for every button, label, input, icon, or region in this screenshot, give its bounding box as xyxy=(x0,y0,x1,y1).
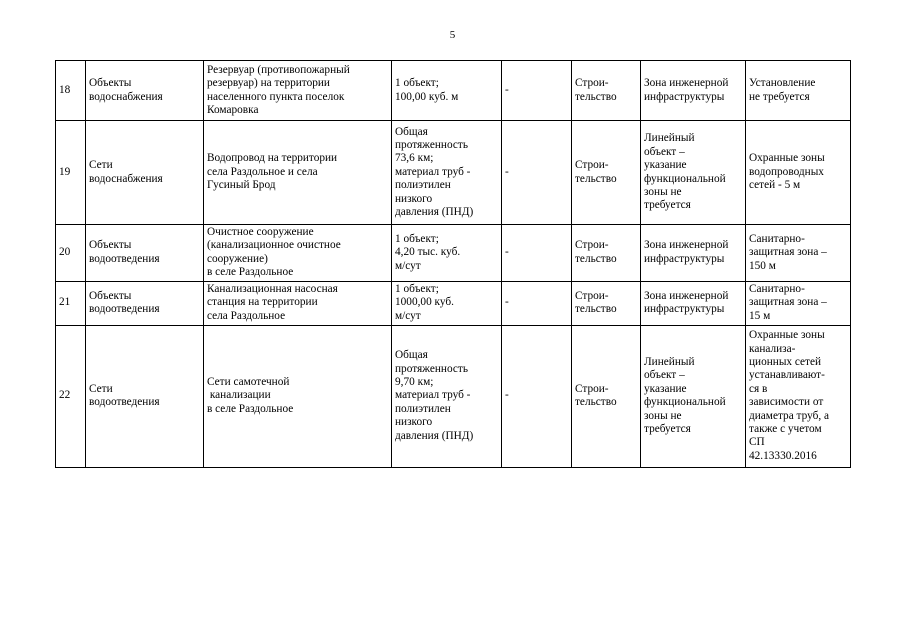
cell-parameters-line: полиэтилен xyxy=(395,402,451,415)
cell-stage xyxy=(572,225,641,282)
cell-object-type xyxy=(86,325,204,467)
cell-object-name-line: Гусиный Брод xyxy=(207,179,276,192)
cell-parameters-line: давления (ПНД) xyxy=(395,206,474,219)
cell-object-name-line: станция на территории xyxy=(207,296,318,309)
cell-protection-zone xyxy=(746,225,851,282)
cell-object-name-line: Очистное сооружение xyxy=(207,226,314,238)
cell-parameters-line: 1 объект; xyxy=(395,283,439,296)
cell-parameters-line: 4,20 тыс. куб. xyxy=(395,246,461,259)
cell-functional-zone-line: функциональной xyxy=(644,172,726,185)
cell-object-name-line: канализации xyxy=(207,389,271,402)
cell-dash: - xyxy=(502,281,572,325)
cell-functional-zone xyxy=(641,325,746,467)
cell-stage-line: Строи- xyxy=(575,159,609,172)
table-row xyxy=(56,281,851,325)
cell-parameters-line: протяженность xyxy=(395,138,468,151)
cell-protection-zone-line: диаметра труб, а xyxy=(749,409,830,422)
cell-protection-zone-line: защитная зона – xyxy=(749,296,827,309)
cell-functional-zone-line: инфраструктуры xyxy=(644,303,725,316)
table-row xyxy=(56,61,851,121)
cell-number: 22 xyxy=(56,325,86,467)
cell-object-name xyxy=(204,121,392,225)
cell-object-type-line: Объекты xyxy=(89,239,132,252)
table-row xyxy=(56,325,851,467)
cell-object-type-line: водоотведения xyxy=(89,396,160,409)
cell-parameters-line: м/сут xyxy=(395,309,421,322)
cell-object-type xyxy=(86,121,204,225)
table-body xyxy=(56,61,851,468)
cell-object-name xyxy=(204,325,392,467)
cell-protection-zone-line: Установление xyxy=(749,77,816,90)
cell-functional-zone-line: указание xyxy=(644,382,687,395)
cell-functional-zone-line: функциональной xyxy=(644,396,726,409)
cell-functional-zone-line: требуется xyxy=(644,199,691,212)
cell-parameters-line: м/сут xyxy=(395,259,421,272)
cell-object-name-line: села Раздольное xyxy=(207,309,286,322)
cell-object-type xyxy=(86,61,204,121)
cell-object-type xyxy=(86,225,204,282)
cell-object-name-line: Водопровод на территории xyxy=(207,152,338,165)
cell-parameters-line: 1000,00 куб. xyxy=(395,296,454,309)
cell-functional-zone-line: требуется xyxy=(644,422,691,435)
cell-object-type-line: водоснабжения xyxy=(89,172,163,185)
page-number: 5 xyxy=(449,29,456,41)
cell-parameters-line: 100,00 куб. м xyxy=(395,90,459,103)
cell-functional-zone-line: Зона инженерной xyxy=(644,289,729,302)
objects-table xyxy=(55,60,851,468)
cell-object-name-line: Резервуар (противопожарный xyxy=(207,63,350,76)
cell-parameters-line: 1 объект; xyxy=(395,77,439,90)
cell-parameters-line: 73,6 км; xyxy=(395,152,434,165)
cell-functional-zone xyxy=(641,121,746,225)
cell-parameters xyxy=(392,281,502,325)
cell-functional-zone xyxy=(641,225,746,282)
table-row xyxy=(56,121,851,225)
cell-protection-zone-line: устанавливают- xyxy=(749,369,825,382)
cell-object-type xyxy=(86,281,204,325)
cell-number: 18 xyxy=(56,61,86,121)
cell-dash: - xyxy=(502,121,572,225)
cell-functional-zone-line: Зона инженерной xyxy=(644,239,729,252)
cell-protection-zone-line: сетей - 5 м xyxy=(749,179,801,192)
cell-functional-zone-line: инфраструктуры xyxy=(644,90,725,103)
cell-protection-zone-line: 15 м xyxy=(749,309,771,322)
cell-protection-zone-line: не требуется xyxy=(749,90,810,103)
cell-number: 21 xyxy=(56,281,86,325)
cell-parameters-line: низкого xyxy=(395,416,433,429)
cell-protection-zone-line: ционных сетей xyxy=(749,355,822,368)
cell-protection-zone-line: водопроводных xyxy=(749,165,824,178)
cell-parameters xyxy=(392,325,502,467)
cell-object-type-line: водоотведения xyxy=(89,303,160,316)
cell-object-name-line: в селе Раздольное xyxy=(207,266,294,279)
cell-functional-zone-line: Линейный xyxy=(644,355,695,368)
cell-stage-line: Строи- xyxy=(575,77,609,90)
cell-number: 19 xyxy=(56,121,86,225)
cell-stage-line: тельство xyxy=(575,252,617,265)
cell-protection-zone xyxy=(746,281,851,325)
cell-protection-zone-line: 42.13330.2016 xyxy=(749,449,817,462)
cell-stage-line: тельство xyxy=(575,172,617,185)
cell-parameters-line: 9,70 км; xyxy=(395,376,434,389)
cell-stage xyxy=(572,61,641,121)
cell-object-type-line: водоснабжения xyxy=(89,90,163,103)
cell-parameters-line: протяженность xyxy=(395,362,468,375)
cell-stage xyxy=(572,281,641,325)
cell-protection-zone-line: Охранные зоны xyxy=(749,329,825,342)
cell-parameters-line: давления (ПНД) xyxy=(395,429,474,442)
cell-protection-zone-line: ся в xyxy=(749,382,768,395)
cell-protection-zone xyxy=(746,121,851,225)
cell-object-type-line: водоотведения xyxy=(89,252,160,265)
cell-protection-zone-line: Санитарно- xyxy=(749,283,805,296)
cell-dash: - xyxy=(502,225,572,282)
cell-functional-zone-line: объект – xyxy=(644,369,685,382)
cell-object-type-line: Сети xyxy=(89,159,113,172)
cell-parameters-line: 1 объект; xyxy=(395,232,439,245)
cell-dash: - xyxy=(502,61,572,121)
cell-functional-zone-line: зоны не xyxy=(644,185,682,198)
table-row xyxy=(56,225,851,282)
cell-stage-line: Строи- xyxy=(575,382,609,395)
cell-object-name-line: Комаровка xyxy=(207,103,259,116)
cell-parameters-line: Общая xyxy=(395,349,428,362)
cell-parameters-line: материал труб - xyxy=(395,389,471,402)
cell-protection-zone-line: Санитарно- xyxy=(749,232,805,245)
cell-object-type-line: Объекты xyxy=(89,289,132,302)
cell-object-name-line: (канализационное очистное xyxy=(207,239,341,252)
cell-protection-zone-line: также с учетом xyxy=(749,422,822,435)
cell-stage xyxy=(572,325,641,467)
cell-stage xyxy=(572,121,641,225)
cell-functional-zone-line: Линейный xyxy=(644,132,695,145)
cell-parameters-line: Общая xyxy=(395,125,428,138)
cell-parameters-line: полиэтилен xyxy=(395,179,451,192)
cell-parameters xyxy=(392,121,502,225)
cell-stage-line: тельство xyxy=(575,396,617,409)
cell-object-name-line: в селе Раздольное xyxy=(207,402,294,415)
cell-functional-zone xyxy=(641,61,746,121)
cell-object-name-line: населенного пункта поселок xyxy=(207,90,345,103)
cell-object-name xyxy=(204,61,392,121)
cell-protection-zone-line: канализа- xyxy=(749,342,796,355)
cell-parameters-line: материал труб - xyxy=(395,165,471,178)
cell-dash: - xyxy=(502,325,572,467)
cell-object-name-line: сооружение) xyxy=(207,252,268,265)
cell-object-name xyxy=(204,281,392,325)
cell-protection-zone xyxy=(746,61,851,121)
cell-parameters xyxy=(392,225,502,282)
cell-number: 20 xyxy=(56,225,86,282)
cell-functional-zone-line: зоны не xyxy=(644,409,682,422)
cell-protection-zone-line: СП xyxy=(749,436,765,449)
cell-functional-zone-line: указание xyxy=(644,159,687,172)
cell-object-name-line: Канализационная насосная xyxy=(207,283,338,296)
cell-stage-line: Строи- xyxy=(575,239,609,252)
cell-parameters xyxy=(392,61,502,121)
cell-functional-zone-line: Зона инженерной xyxy=(644,77,729,90)
cell-stage-line: тельство xyxy=(575,90,617,103)
cell-object-name xyxy=(204,225,392,282)
cell-object-type-line: Сети xyxy=(89,382,113,395)
cell-object-name-line: резервуар) на территории xyxy=(207,77,330,90)
cell-object-type-line: Объекты xyxy=(89,77,132,90)
cell-protection-zone-line: зависимости от xyxy=(749,396,824,409)
cell-protection-zone-line: Охранные зоны xyxy=(749,152,825,165)
cell-protection-zone-line: защитная зона – xyxy=(749,246,827,259)
cell-functional-zone xyxy=(641,281,746,325)
cell-protection-zone-line: 150 м xyxy=(749,259,776,272)
cell-functional-zone-line: объект – xyxy=(644,145,685,158)
cell-object-name-line: села Раздольное и села xyxy=(207,165,318,178)
cell-object-name-line: Сети самотечной xyxy=(207,376,290,389)
cell-parameters-line: низкого xyxy=(395,192,433,205)
cell-stage-line: тельство xyxy=(575,303,617,316)
cell-functional-zone-line: инфраструктуры xyxy=(644,252,725,265)
cell-stage-line: Строи- xyxy=(575,289,609,302)
cell-protection-zone xyxy=(746,325,851,467)
